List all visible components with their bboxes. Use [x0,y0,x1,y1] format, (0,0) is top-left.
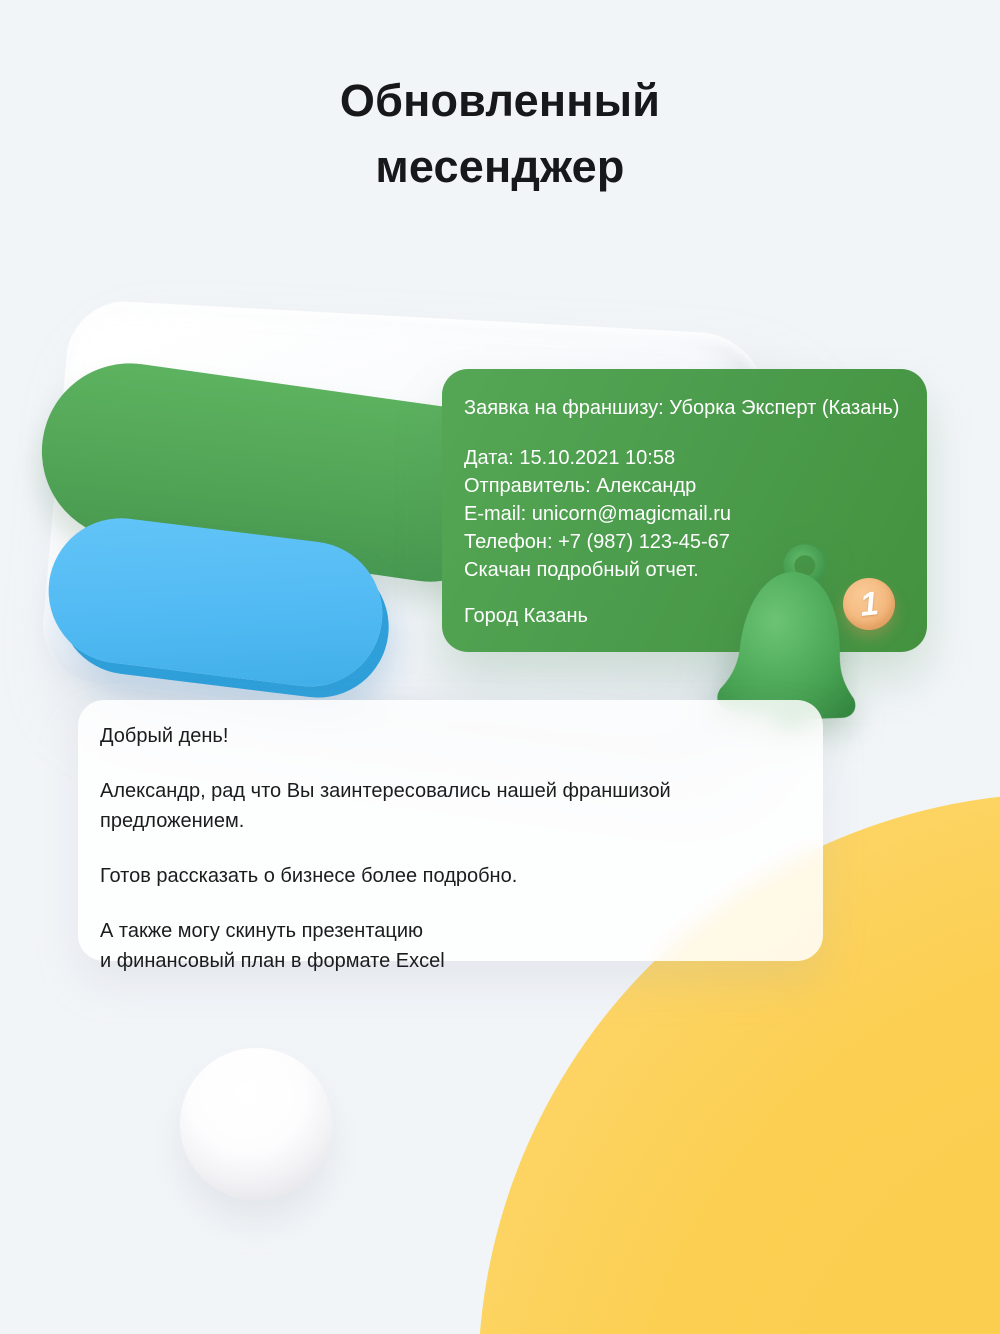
notification-badge [843,578,895,630]
notification-detail-date: Дата: 15.10.2021 10:58 [464,447,676,469]
page-title-line2: месенджер [375,141,625,192]
badge-count: 1 [857,584,881,623]
notification-detail-report: Скачан подробный отчет. [464,559,699,581]
page-title-line1: Обновленный [339,75,661,126]
notification-detail-sender: Отправитель: Александр [464,475,697,497]
message-paragraph-details: Готов рассказать о бизнесе более подробно. [100,865,518,887]
notification-detail-email: E-mail: unicorn@magicmail.ru [464,503,732,525]
notification-detail-phone: Телефон: +7 (987) 123-45-67 [464,531,730,553]
message-card [78,700,823,972]
page-title [0,68,1000,200]
message-paragraph-offer-line1: А также могу скинуть презентацию [100,920,424,942]
background-sphere-white [180,1048,332,1200]
notification-title: Заявка на франшизу: Уборка Эксперт (Казань) [464,397,900,419]
message-greeting: Добрый день! [100,725,229,747]
notification-city: Город Казань [464,605,588,627]
message-paragraph-offer-line2: и финансовый план в формате Excel [100,950,445,972]
message-paragraph-interest: Александр, рад что Вы заинтересовались нашей франшизой предложением. [100,780,671,832]
